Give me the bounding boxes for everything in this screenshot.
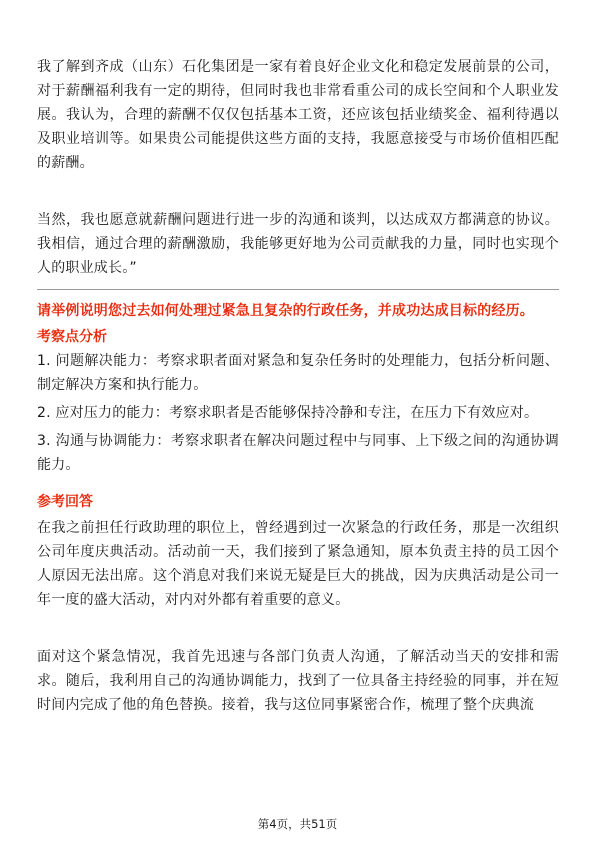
analysis-heading: 考察点分析: [37, 329, 107, 345]
analysis-item: 2. 应对压力的能力：考察求职者是否能够保持冷静和专注，在压力下有效应对。: [37, 405, 539, 421]
body-paragraph: 当然，我也愿意就薪酬问题进行进一步的沟通和谈判，以达成双方都满意的协议。我相信，通过合理的薪酬激励，我能够更好地为公司贡献我的力量，同时也实现个人的职业成长。”: [37, 212, 559, 276]
answer-paragraph: 在我之前担任行政助理的职位上，曾经遇到过一次紧急的行政任务，那是一次组织公司年度庆典活动。活动前一天，我们接到了紧急通知，原本负责主持的员工因个人原因无法出席。这个消息对我们来说无疑是巨大的挑战，因为庆典活动是公司一年一度的盛大活动，对内对外都有着重要的意义。: [37, 520, 559, 608]
page-footer: 第4页，共51页: [257, 817, 338, 831]
answer-heading: 参考回答: [37, 494, 93, 510]
answer-paragraph: 面对这个紧急情况，我首先迅速与各部门负责人沟通，了解活动当天的安排和需求。随后，我利用自己的沟通协调能力，找到了一位具备主持经验的同事，并在短时间内完成了他的角色替换。接着，我与这位同事紧密合作，梳理了整个庆典流: [37, 649, 559, 713]
paragraph-spacer: [37, 175, 559, 208]
analysis-item: 3. 沟通与协调能力：考察求职者在解决问题过程中与同事、上下级之间的沟通协调能力。: [37, 433, 559, 473]
body-paragraph: 我了解到齐成（山东）石化集团是一家有着良好企业文化和稳定发展前景的公司，对于薪酬福利我有一定的期待，但同时我也非常看重公司的成长空间和个人职业发展。我认为，合理的薪酬不仅仅包括基本工资，还应该包括业绩奖金、福利待遇以及职业培训等。如果贵公司能提供这些方面的支持，我愿意接受与市场价值相匹配的薪酬。: [37, 59, 559, 171]
section-divider: [37, 289, 559, 290]
page-content: [37, 55, 559, 717]
analysis-item: 1. 问题解决能力：考察求职者面对紧急和复杂任务时的处理能力，包括分析问题、制定解决方案和执行能力。: [37, 353, 559, 393]
paragraph-spacer: [37, 612, 559, 645]
question-title: 请举例说明您过去如何处理过紧急且复杂的行政任务，并成功达成目标的经历。: [37, 303, 534, 319]
